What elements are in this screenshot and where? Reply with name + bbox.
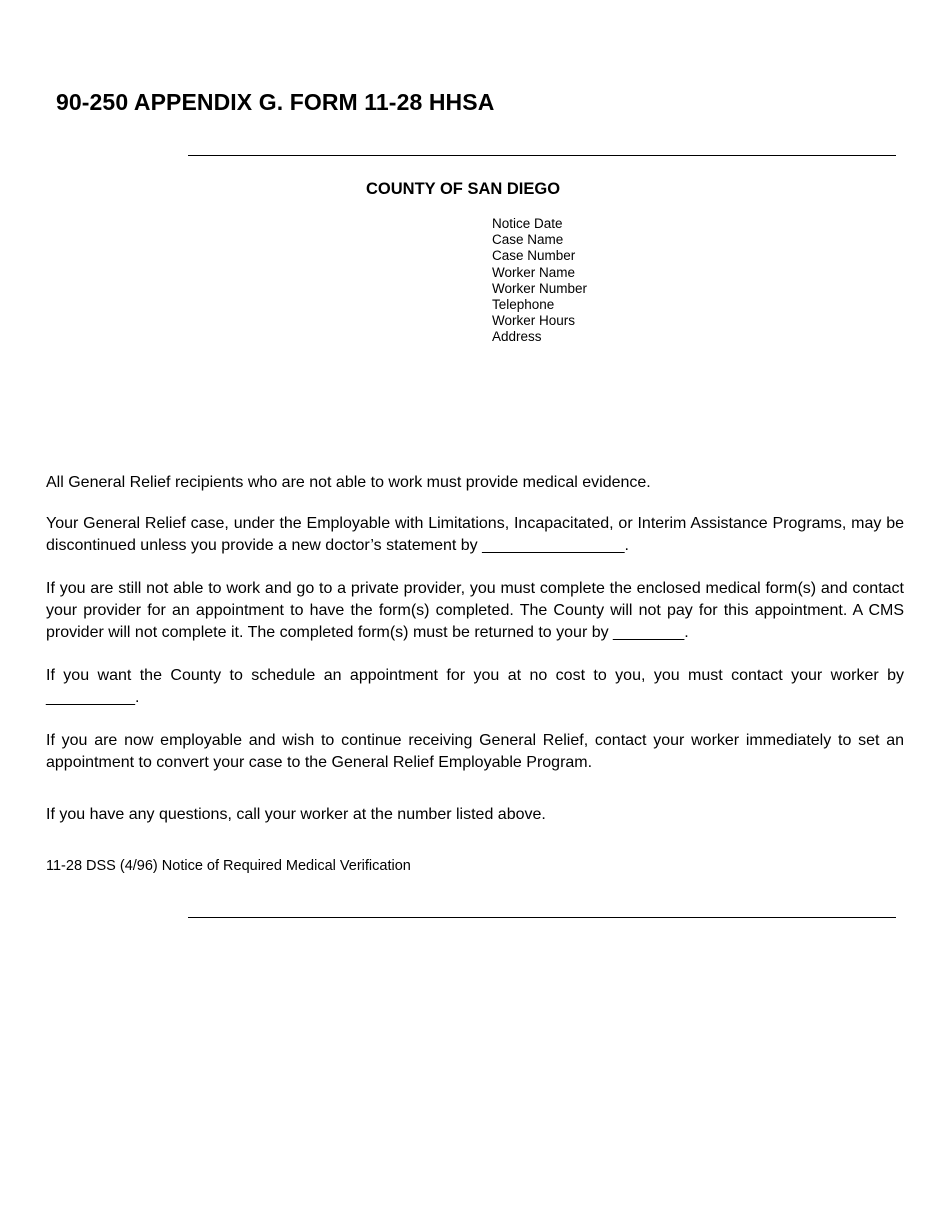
paragraph-employable: If you are now employable and wish to continue receiving General Relief, contact your worker immediately to set an appointment to convert your case to the General Relief Employable Program.	[46, 732, 904, 771]
notice-field-address: Address	[492, 329, 542, 345]
paragraph-questions: If you have any questions, call your worker at the number listed above.	[46, 806, 546, 823]
notice-field-telephone: Telephone	[492, 297, 555, 313]
notice-field-case-number: Case Number	[492, 248, 576, 264]
paragraph-discontinuation: Your General Relief case, under the Employable with Limitations, Incapacitated, or Interim Assistance Programs, may be discontinued unless you provide a new doctor’s statement by ________________.	[46, 515, 904, 554]
paragraph-county-appointment: If you want the County to schedule an appointment for you at no cost to you, you must contact your worker by __________.	[46, 667, 904, 706]
county-heading: COUNTY OF SAN DIEGO	[366, 180, 561, 198]
paragraph-private-provider: If you are still not able to work and go to a private provider, you must complete the enclosed medical form(s) and contact your provider for an appointment to have the form(s) completed. The County will not pay for this appointment. A CMS provider will not complete it. The completed form(s) must be returned to your by ________.	[46, 580, 904, 641]
notice-field-worker-name: Worker Name	[492, 264, 576, 280]
bottom-divider	[188, 917, 896, 918]
top-divider	[188, 155, 896, 156]
paragraph-medical-evidence: All General Relief recipients who are not able to work must provide medical evidence.	[46, 474, 651, 491]
notice-field-list	[492, 216, 587, 346]
notice-field-worker-number: Worker Number	[492, 280, 588, 296]
form-code: 11-28 DSS (4/96) Notice of Required Medical Verification	[46, 858, 411, 874]
notice-field-case-name: Case Name	[492, 232, 564, 248]
notice-field-worker-hours: Worker Hours	[492, 313, 576, 329]
notice-field-notice-date: Notice Date	[492, 216, 563, 231]
page-title: 90-250 APPENDIX G. FORM 11-28 HHSA	[56, 89, 495, 115]
